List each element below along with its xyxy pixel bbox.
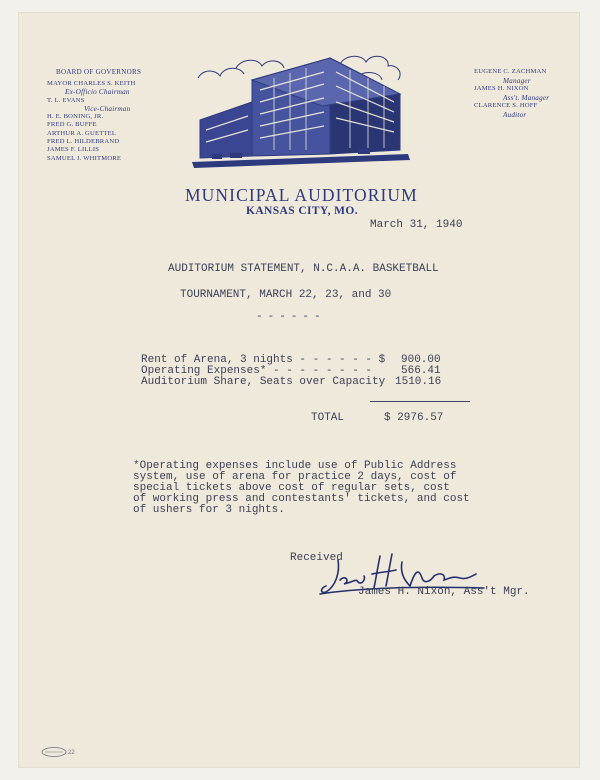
- union-label-stamp-icon: [40, 746, 80, 758]
- line-item-amount: 900.00: [401, 354, 441, 366]
- board-member: FRED G. BUFFE: [47, 121, 97, 129]
- stamp-code: 22: [68, 750, 75, 756]
- footnote-line: system, use of arena for practice 2 days, cost of: [133, 471, 457, 483]
- footnote-line: of working press and contestants' tickets, and cost: [133, 493, 470, 505]
- staff-role: Auditor: [503, 110, 527, 119]
- statement-heading-2: TOURNAMENT, MARCH 22, 23, and 30: [180, 289, 392, 301]
- total-rule: [370, 401, 470, 402]
- signer-name: James H. Nixon, Ass't Mgr.: [358, 586, 530, 598]
- board-member: FRED L. HILDEBRAND: [47, 138, 120, 146]
- board-member: SAMUEL J. WHITMORE: [47, 154, 122, 162]
- staff-name: CLARENCE S. HOFF: [474, 102, 538, 110]
- board-member: ARTHUR A. GUETTEL: [47, 129, 117, 137]
- total-amount: $ 2976.57: [384, 412, 444, 424]
- board-role: Vice-Chairman: [84, 104, 131, 113]
- auditorium-building-icon: [190, 50, 412, 170]
- received-label: Received: [290, 552, 343, 564]
- letterhead-title: MUNICIPAL AUDITORIUM: [185, 185, 418, 205]
- line-item-label: Auditorium Share, Seats over Capacity: [141, 376, 386, 388]
- line-item-amount: 566.41: [401, 365, 441, 377]
- footnote-line: of ushers for 3 nights.: [133, 504, 285, 516]
- letterhead-city: KANSAS CITY, MO.: [246, 205, 359, 217]
- board-title: BOARD OF GOVERNORS: [56, 68, 142, 76]
- statement-heading-1: AUDITORIUM STATEMENT, N.C.A.A. BASKETBALL: [168, 263, 439, 275]
- staff-name: EUGENE C. ZACHMAN: [474, 68, 547, 75]
- board-member: T. L. EVANS: [47, 96, 85, 104]
- line-item-amount: 1510.16: [395, 376, 442, 388]
- heading-separator: ------: [256, 311, 326, 323]
- staff-role: Ass't. Manager: [503, 93, 550, 102]
- staff-list: [474, 68, 549, 120]
- total-label: TOTAL: [311, 412, 345, 424]
- board-member: H. E. BONING, JR.: [47, 113, 104, 121]
- board-role: Ex-Officio Chairman: [65, 88, 130, 97]
- board-member: JAMES F. LILLIS: [47, 146, 100, 154]
- footnote-line: special tickets above cost of regular sets, cost: [133, 482, 450, 494]
- staff-name: JAMES H. NIXON: [474, 85, 529, 93]
- board-member: MAYOR CHARLES S. KEITH: [47, 80, 136, 87]
- footnote-line: *Operating expenses include use of Public Address: [133, 460, 457, 472]
- board-list: [47, 80, 135, 163]
- line-item-label: Rent of Arena, 3 nights - - - - - - $: [141, 354, 386, 366]
- line-item-label: Operating Expenses* - - - - - - - -: [141, 365, 373, 377]
- staff-role: Manager: [503, 76, 531, 85]
- letter-date: March 31, 1940: [370, 219, 463, 231]
